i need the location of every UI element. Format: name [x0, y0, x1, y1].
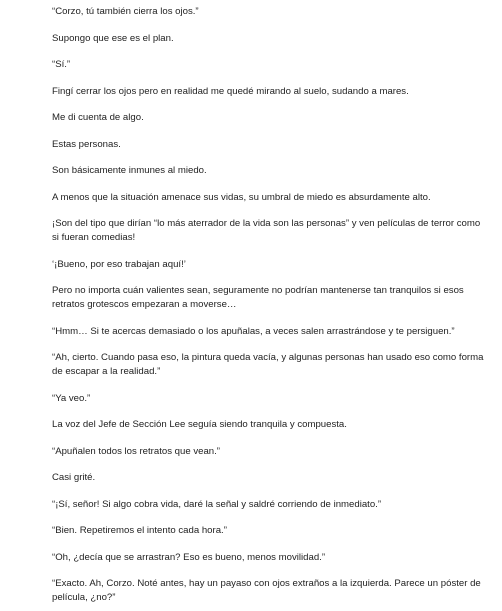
- paragraph: Estas personas.: [52, 138, 121, 150]
- paragraph: “Hmm… Si te acercas demasiado o los apuñalas, a veces salen arrastrándose y te persiguen.”: [52, 325, 455, 337]
- paragraph: Pero no importa cuán valientes sean, seguramente no podrían mantenerse tan tranquilos si esos retratos grotescos empezaran a moverse…: [52, 285, 464, 310]
- paragraph: “Sí.”: [52, 59, 71, 70]
- paragraph: “Corzo, tú también cierra los ojos.”: [52, 6, 199, 17]
- paragraph: ¡Son del tipo que dirían “lo más aterrador de la vida son las personas” y ven películas de terror como si fueran comedias!: [52, 218, 481, 243]
- paragraph: “Exacto. Ah, Corzo. Noté antes, hay un payaso con ojos extraños a la izquierda. Parece un póster de película, ¿no?”: [52, 578, 481, 603]
- paragraph: Son básicamente inmunes al miedo.: [52, 165, 207, 176]
- paragraph: A menos que la situación amenace sus vidas, su umbral de miedo es absurdamente alto.: [52, 191, 431, 203]
- paragraph: Casi grité.: [52, 472, 96, 483]
- paragraph: Supongo que ese es el plan.: [52, 32, 174, 44]
- paragraph: Fingí cerrar los ojos pero en realidad me quedé mirando al suelo, sudando a mares.: [52, 85, 409, 97]
- paragraph: La voz del Jefe de Sección Lee seguía siendo tranquila y compuesta.: [52, 419, 347, 430]
- paragraph: “¡Sí, señor! Si algo cobra vida, daré la señal y saldré corriendo de inmediato.”: [52, 498, 382, 510]
- paragraph: ‘¡Bueno, por eso trabajan aquí!’: [52, 258, 186, 270]
- paragraph: “Bien. Repetiremos el intento cada hora.”: [52, 525, 227, 536]
- paragraph: Me di cuenta de algo.: [52, 112, 144, 123]
- paragraph: “Ah, cierto. Cuando pasa eso, la pintura queda vacía, y algunas personas han usado eso como forma de escapar a la realidad.”: [52, 352, 484, 377]
- paragraph: “Oh, ¿decía que se arrastran? Eso es bueno, menos movilidad.”: [52, 551, 326, 563]
- paragraph: “Apuñalen todos los retratos que vean.”: [52, 445, 220, 457]
- paragraph: “Ya veo.”: [52, 392, 91, 404]
